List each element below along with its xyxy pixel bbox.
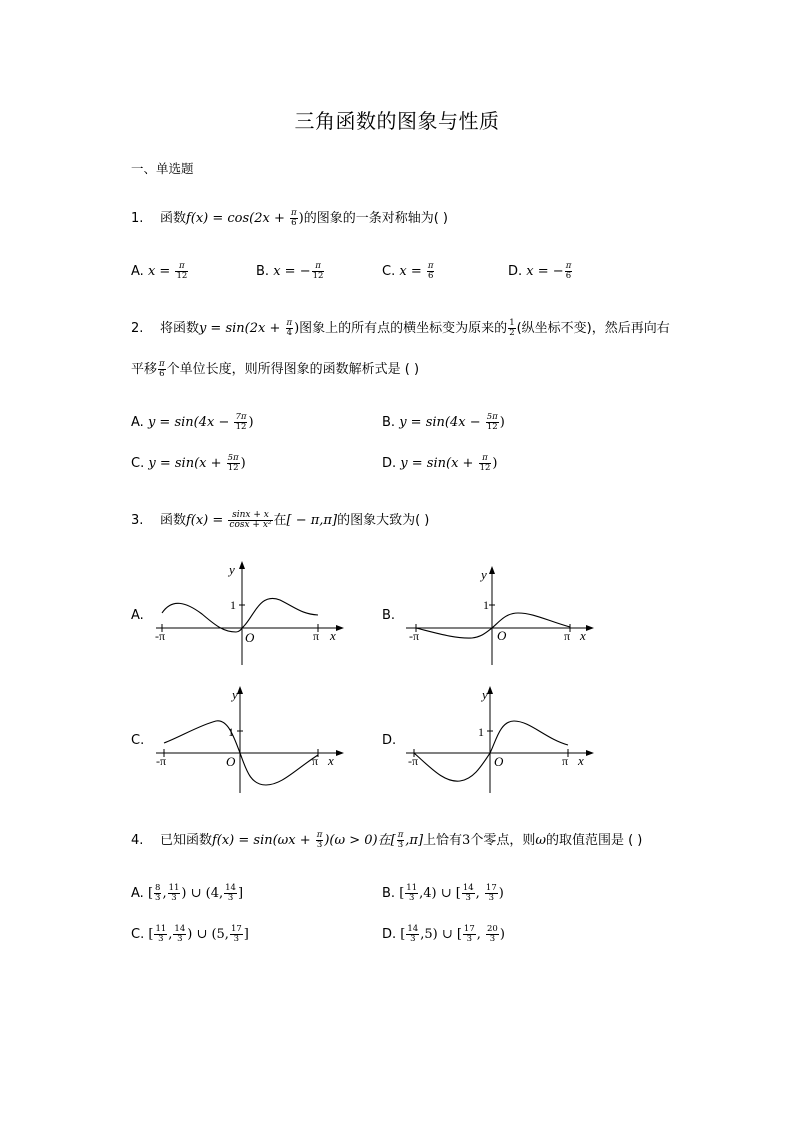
tick-label-1: 1 xyxy=(478,725,484,739)
tick-label-1: 1 xyxy=(230,598,236,612)
axis-label-x: x xyxy=(580,628,586,643)
option-4a[interactable]: A. [ $\frac{8}{3}$ , $\frac{11}{3}$ ) ∪ (4, $\frac{14}{3}$ ] xyxy=(131,883,244,903)
question-1: 1. 函数f(x) = cos(2x + $\frac{\pi}{6}$ )的图象的一条对称轴为( ) xyxy=(131,208,448,228)
option-3c[interactable]: C. xyxy=(131,733,145,748)
fraction: $\frac{\pi}{6}$ xyxy=(291,208,297,228)
graph-b[interactable] xyxy=(400,565,600,670)
axis-label-x: x xyxy=(328,753,334,768)
option-3d[interactable]: D. xyxy=(382,733,397,748)
option-3b[interactable]: B. xyxy=(382,608,396,623)
question-3: 3. 函数f(x) = $\frac{\sin x + x}{\text{cosx + x²}}$ 在[ − π,π]的图象大致为( ) xyxy=(131,510,430,530)
option-1b[interactable]: B. x = − $\frac{\pi}{12}$ xyxy=(256,261,324,281)
axis-label-y: y xyxy=(482,687,488,702)
graph-d[interactable] xyxy=(400,685,600,795)
question-2-line-2: 平移 $\frac{\pi}{6}$ 个单位长度，则所得图象的函数解析式是 ( ) xyxy=(131,359,420,379)
curve xyxy=(162,598,318,632)
option-3a[interactable]: A. xyxy=(131,608,144,623)
option-1d[interactable]: D. x = − $\frac{\pi}{6}$ xyxy=(508,261,572,281)
option-1a[interactable]: A. x = $\frac{\pi}{12}$ xyxy=(131,261,188,281)
origin-label: O xyxy=(226,754,236,769)
axis-label-x: x xyxy=(330,628,336,643)
math-expr: f(x) = cos(2x + xyxy=(185,211,290,226)
graph-a[interactable] xyxy=(150,560,350,665)
origin-label: O xyxy=(494,754,504,769)
axis-label-y: y xyxy=(232,687,238,702)
axis-label-y: y xyxy=(481,567,487,582)
option-4b[interactable]: B. [ $\frac{11}{3}$ ,4) ∪ [ $\frac{14}{3}$ , $\frac{17}{3}$ ) xyxy=(382,883,504,903)
option-2a[interactable]: A. y = sin(4x − $\frac{7\pi}{12}$ ) xyxy=(131,412,254,432)
option-2c[interactable]: C. y = sin(x + $\frac{5\pi}{12}$ ) xyxy=(131,453,246,473)
option-4d[interactable]: D. [ $\frac{14}{3}$ ,5) ∪ [ $\frac{17}{3}$ , $\frac{20}{3}$ ) xyxy=(382,924,505,944)
tick-label-1: 1 xyxy=(483,598,489,612)
curve xyxy=(414,721,568,781)
tick-label-pi: π xyxy=(564,629,571,643)
curve xyxy=(416,613,570,638)
question-text: 的图象的一条对称轴为( ) xyxy=(303,211,448,226)
tick-label-1: 1 xyxy=(228,725,234,739)
option-4c[interactable]: C. [ $\frac{11}{3}$ , $\frac{14}{3}$ ) ∪ (5, $\frac{17}{3}$ ] xyxy=(131,924,249,944)
tick-label-pi: π xyxy=(312,754,319,768)
tick-label-neg-pi: -π xyxy=(408,754,419,768)
option-2b[interactable]: B. y = sin(4x − $\frac{5\pi}{12}$ ) xyxy=(382,412,505,432)
tick-label-neg-pi: -π xyxy=(409,629,420,643)
tick-label-pi: π xyxy=(313,629,320,643)
question-text: 函数 xyxy=(159,211,186,226)
tick-label-pi: π xyxy=(562,754,569,768)
page-title: 三角函数的图象与性质 xyxy=(294,109,500,133)
origin-label: O xyxy=(245,630,255,645)
option-2d[interactable]: D. y = sin(x + $\frac{\pi}{12}$ ) xyxy=(382,453,498,473)
tick-label-neg-pi: -π xyxy=(156,754,167,768)
axis-label-x: x xyxy=(578,753,584,768)
question-4: 4. 已知函数f(x) = sin(ωx + $\frac{\pi}{3}$ )(ω > 0)在[ $\frac{\pi}{3}$ ,π]上恰有3个零点，则ω的取值范围是 ( ) xyxy=(131,830,643,850)
option-1c[interactable]: C. x = $\frac{\pi}{6}$ xyxy=(382,261,434,281)
graph-c[interactable] xyxy=(150,685,350,795)
question-number: 1. xyxy=(131,211,144,226)
tick-label-neg-pi: -π xyxy=(155,629,166,643)
question-2: 2. 将函数y = sin(2x + $\frac{\pi}{4}$ )图象上的所有点的横坐标变为原来的 $\frac{1}{2}$ (纵坐标不变)，然后再向右 xyxy=(131,318,670,338)
axis-label-y: y xyxy=(229,562,235,577)
origin-label: O xyxy=(497,628,507,643)
section-heading: 一、单选题 xyxy=(131,161,194,176)
